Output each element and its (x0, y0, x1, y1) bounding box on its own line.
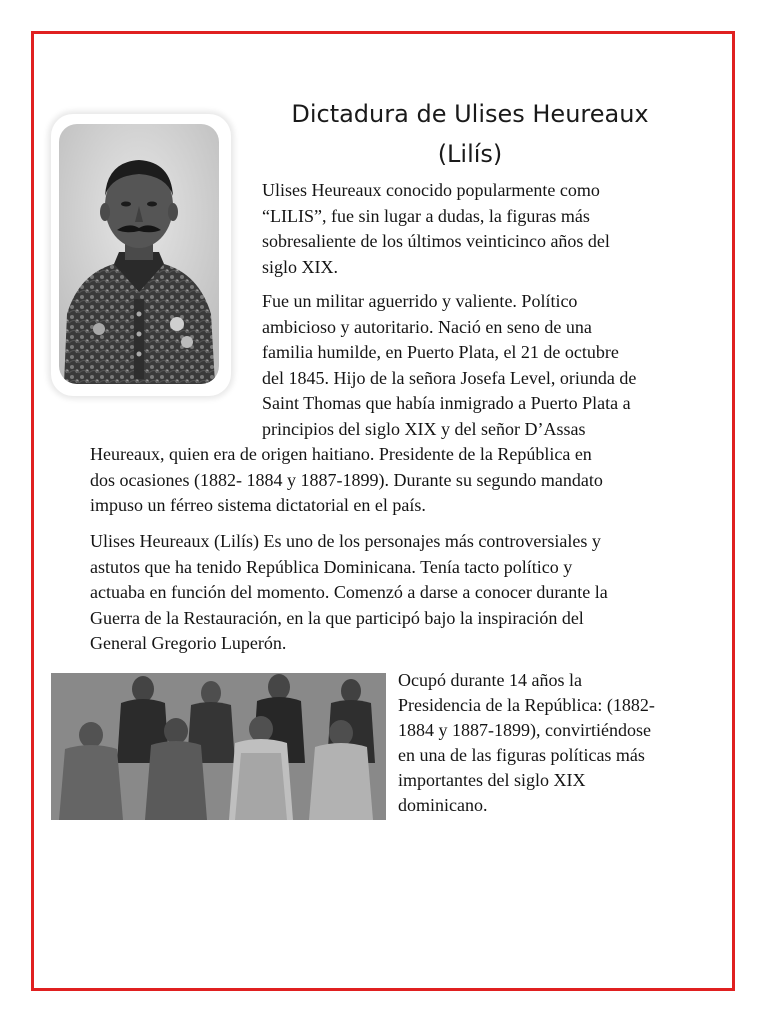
portrait-frame (51, 114, 231, 396)
paragraph-3-line: Ulises Heureaux (Lilís) Es uno de los personajes más controversiales y (90, 531, 601, 551)
paragraph-2-line: familia humilde, en Puerto Plata, el 21 de octubre (262, 342, 619, 362)
paragraph-2-line: Saint Thomas que había inmigrado a Puerto Plata a (262, 393, 631, 413)
portrait-photo (59, 124, 219, 384)
paragraph-3-line: astutos que ha tenido República Dominicana. Tenía tacto político y (90, 556, 573, 577)
paragraph-4 (398, 668, 698, 818)
paragraph-3-line: actuaba en función del momento. Comenzó a darse a conocer durante la (90, 582, 608, 602)
paragraph-1-line: Ulises Heureaux conocido popularmente como (262, 180, 600, 200)
paragraph-4-line: en una de las figuras políticas más (398, 745, 645, 765)
paragraph-4-line: Presidencia de la República: (1882- (398, 695, 655, 715)
paragraph-2-cont-line: dos ocasiones (1882- 1884 y 1887-1899). Durante su segundo mandato (90, 469, 603, 490)
paragraph-1-line: siglo XIX. (262, 256, 338, 277)
paragraph-3-line: Guerra de la Restauración, en la que participó bajo la inspiración del (90, 607, 584, 628)
paragraph-4-line: 1884 y 1887-1899), convirtiéndose (398, 720, 651, 740)
paragraph-2-line: principios del siglo XIX y del señor D’Assas (262, 418, 586, 439)
paragraph-2-line: ambicioso y autoritario. Nació en seno de una (262, 316, 592, 337)
group-photo (51, 673, 386, 820)
paragraph-2-cont-line: impuso un férreo sistema dictatorial en el país. (90, 495, 426, 515)
paragraph-2-cont-line: Heureaux, quien era de origen haitiano. Presidente de la República en (90, 444, 592, 464)
page-title (268, 94, 672, 174)
paragraph-2-line: Fue un militar aguerrido y valiente. Político (262, 291, 578, 311)
paragraph-3-line: General Gregorio Luperón. (90, 633, 287, 653)
paragraph-4-line: Ocupó durante 14 años la (398, 670, 582, 690)
paragraph-4-line: importantes del siglo XIX (398, 770, 586, 790)
paragraph-4-line: dominicano. (398, 795, 488, 815)
paragraph-2-line: del 1845. Hijo de la señora Josefa Level, oriunda de (262, 367, 637, 388)
paragraph-2 (262, 289, 682, 442)
paragraph-1-line: sobresaliente de los últimos veinticinco años del (262, 231, 610, 251)
paragraph-1 (262, 178, 682, 280)
paragraph-3 (90, 529, 690, 657)
title-line-1: Dictadura de Ulises Heureaux (291, 100, 649, 128)
title-line-2: (Lilís) (437, 140, 503, 168)
paragraph-1-line: “LILIS”, fue sin lugar a dudas, la figuras más (262, 205, 590, 226)
paragraph-2-continued (90, 442, 690, 519)
